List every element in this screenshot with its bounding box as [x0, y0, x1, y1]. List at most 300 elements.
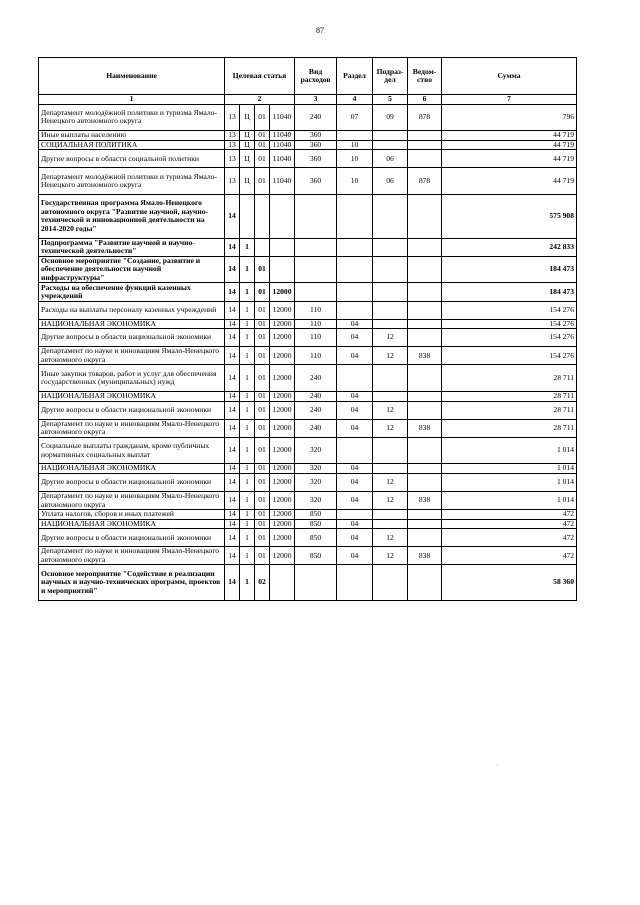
row-section: 10 — [337, 140, 373, 150]
row-target-measure: 01 — [255, 437, 270, 464]
row-subsection — [373, 392, 408, 402]
row-name: Департамент по науке и инновациям Ямало-Ненецкого автономного округа — [39, 547, 225, 565]
row-name: Департамент по науке и инновациям Ямало-Ненецкого автономного округа — [39, 419, 225, 437]
row-expense-type — [295, 565, 337, 600]
row-subsection — [373, 238, 408, 256]
row-department — [408, 150, 442, 168]
row-sum: 242 833 — [442, 238, 577, 256]
row-expense-type — [295, 256, 337, 283]
row-target-measure: 01 — [255, 256, 270, 283]
row-target-subprogram: 1 — [240, 301, 255, 319]
row-name: Государственная программа Ямало-Ненецкого автономного округа "Развитие научной, научно-технической и инновационной деятельности на 2014-2020 годы" — [39, 194, 225, 238]
row-department — [408, 329, 442, 347]
table-body — [39, 104, 577, 600]
row-name: Департамент по науке и инновациям Ямало-Ненецкого автономного округа — [39, 347, 225, 365]
row-target-program: 13 — [225, 131, 240, 141]
row-name: Другие вопросы в области национальной экономики — [39, 401, 225, 419]
row-expense-type: 110 — [295, 319, 337, 329]
row-department: 838 — [408, 347, 442, 365]
row-name: Расходы на выплаты персоналу казенных учреждений — [39, 301, 225, 319]
row-target-measure: 01 — [255, 365, 270, 392]
row-target-subprogram: 1 — [240, 492, 255, 510]
row-name: Подпрограмма "Развитие научной и научно-технической деятельности" — [39, 238, 225, 256]
row-section: 04 — [337, 464, 373, 474]
row-section — [337, 365, 373, 392]
row-target-subprogram: Ц — [240, 131, 255, 141]
row-expense-type: 240 — [295, 392, 337, 402]
row-department — [408, 238, 442, 256]
header-subsection: Подраз-дел — [373, 58, 408, 95]
row-sum: 154 276 — [442, 301, 577, 319]
table-row — [39, 347, 577, 365]
row-department: 878 — [408, 168, 442, 195]
row-target-measure: 01 — [255, 140, 270, 150]
header-department: Ведом-ство — [408, 58, 442, 95]
row-target-direction: 12000 — [270, 419, 295, 437]
row-department — [408, 392, 442, 402]
table-row — [39, 519, 577, 529]
row-expense-type: 360 — [295, 150, 337, 168]
row-subsection: 06 — [373, 168, 408, 195]
row-target-program: 14 — [225, 565, 240, 600]
scan-mark: · — [496, 763, 498, 769]
row-target-subprogram: 1 — [240, 319, 255, 329]
row-sum: 1 014 — [442, 464, 577, 474]
row-target-subprogram: 1 — [240, 510, 255, 520]
row-section: 04 — [337, 529, 373, 547]
header-target: Целевая статья — [225, 58, 295, 95]
row-target-direction — [270, 238, 295, 256]
row-name: Другие вопросы в области национальной экономики — [39, 473, 225, 491]
row-target-measure — [255, 238, 270, 256]
row-target-subprogram: 1 — [240, 392, 255, 402]
row-target-program: 14 — [225, 419, 240, 437]
row-target-measure: 01 — [255, 529, 270, 547]
row-name: Другие вопросы в области социальной политики — [39, 150, 225, 168]
row-subsection — [373, 140, 408, 150]
row-subsection — [373, 365, 408, 392]
row-section: 10 — [337, 150, 373, 168]
row-name: Иные закупки товаров, работ и услуг для обеспечения государственных (муниципальных) нужд — [39, 365, 225, 392]
row-target-program: 14 — [225, 492, 240, 510]
table-row — [39, 547, 577, 565]
row-expense-type: 320 — [295, 473, 337, 491]
row-target-measure: 01 — [255, 283, 270, 301]
row-target-direction: 11040 — [270, 104, 295, 131]
row-target-direction: 12000 — [270, 464, 295, 474]
row-expense-type: 850 — [295, 529, 337, 547]
row-section — [337, 301, 373, 319]
row-name: Другие вопросы в области национальной экономики — [39, 529, 225, 547]
row-name: НАЦИОНАЛЬНАЯ ЭКОНОМИКА — [39, 464, 225, 474]
row-section: 04 — [337, 319, 373, 329]
row-target-program: 13 — [225, 140, 240, 150]
table-row — [39, 104, 577, 131]
row-sum: 44 719 — [442, 150, 577, 168]
row-target-direction: 12000 — [270, 437, 295, 464]
table-row — [39, 301, 577, 319]
row-target-direction: 12000 — [270, 329, 295, 347]
row-expense-type: 320 — [295, 464, 337, 474]
row-department: 878 — [408, 104, 442, 131]
table-row — [39, 401, 577, 419]
row-target-measure: 01 — [255, 104, 270, 131]
row-target-direction: 12000 — [270, 529, 295, 547]
row-target-direction: 12000 — [270, 319, 295, 329]
row-target-direction: 12000 — [270, 547, 295, 565]
row-subsection: 12 — [373, 492, 408, 510]
row-section — [337, 437, 373, 464]
row-subsection: 12 — [373, 401, 408, 419]
row-expense-type: 240 — [295, 401, 337, 419]
row-target-measure: 01 — [255, 510, 270, 520]
row-section: 04 — [337, 492, 373, 510]
row-sum: 28 711 — [442, 365, 577, 392]
row-target-program: 14 — [225, 283, 240, 301]
table-row — [39, 419, 577, 437]
row-section: 04 — [337, 347, 373, 365]
row-target-direction: 12000 — [270, 392, 295, 402]
row-target-program: 14 — [225, 319, 240, 329]
row-target-program: 14 — [225, 194, 240, 238]
row-target-subprogram: 1 — [240, 565, 255, 600]
row-department — [408, 510, 442, 520]
header-expense-type: Вид расходов — [295, 58, 337, 95]
row-target-subprogram: 1 — [240, 238, 255, 256]
row-target-direction: 12000 — [270, 492, 295, 510]
row-section — [337, 131, 373, 141]
table-row — [39, 150, 577, 168]
row-expense-type: 850 — [295, 519, 337, 529]
row-target-program: 14 — [225, 547, 240, 565]
row-expense-type: 240 — [295, 419, 337, 437]
table-row — [39, 365, 577, 392]
row-name: Основное мероприятие "Создание, развитие и обеспечение деятельности научной инфраструктуры" — [39, 256, 225, 283]
row-sum: 184 473 — [442, 256, 577, 283]
column-number-row — [39, 95, 577, 105]
row-department — [408, 473, 442, 491]
row-subsection — [373, 194, 408, 238]
row-target-measure: 01 — [255, 168, 270, 195]
row-name: Департамент по науке и инновациям Ямало-Ненецкого автономного округа — [39, 492, 225, 510]
row-target-program: 14 — [225, 256, 240, 283]
row-target-subprogram: 1 — [240, 347, 255, 365]
row-target-subprogram: Ц — [240, 140, 255, 150]
row-target-measure: 01 — [255, 301, 270, 319]
row-department — [408, 519, 442, 529]
row-sum: 1 014 — [442, 492, 577, 510]
row-target-direction: 12000 — [270, 347, 295, 365]
row-sum: 472 — [442, 519, 577, 529]
table-row — [39, 464, 577, 474]
row-target-measure: 02 — [255, 565, 270, 600]
row-sum: 1 014 — [442, 437, 577, 464]
header-sum: Сумма — [442, 58, 577, 95]
row-expense-type: 110 — [295, 301, 337, 319]
row-target-subprogram: Ц — [240, 168, 255, 195]
row-section: 07 — [337, 104, 373, 131]
header-section: Раздел — [337, 58, 373, 95]
row-subsection — [373, 319, 408, 329]
row-department — [408, 365, 442, 392]
row-department — [408, 256, 442, 283]
table-row — [39, 168, 577, 195]
row-sum: 796 — [442, 104, 577, 131]
row-target-subprogram: 1 — [240, 437, 255, 464]
row-sum: 44 719 — [442, 168, 577, 195]
row-target-subprogram: 1 — [240, 256, 255, 283]
row-name: Иные выплаты населению — [39, 131, 225, 141]
row-section: 04 — [337, 392, 373, 402]
row-sum: 472 — [442, 529, 577, 547]
row-target-direction: 12000 — [270, 519, 295, 529]
budget-table — [38, 57, 577, 601]
row-sum: 154 276 — [442, 319, 577, 329]
row-subsection — [373, 283, 408, 301]
row-subsection: 12 — [373, 419, 408, 437]
row-department — [408, 131, 442, 141]
row-subsection — [373, 301, 408, 319]
row-sum: 154 276 — [442, 347, 577, 365]
row-department — [408, 283, 442, 301]
row-subsection: 12 — [373, 473, 408, 491]
row-name: НАЦИОНАЛЬНАЯ ЭКОНОМИКА — [39, 392, 225, 402]
row-section: 04 — [337, 473, 373, 491]
row-target-subprogram: 1 — [240, 329, 255, 347]
row-target-direction: 12000 — [270, 365, 295, 392]
row-target-measure: 01 — [255, 319, 270, 329]
row-target-program: 13 — [225, 168, 240, 195]
row-target-program: 14 — [225, 473, 240, 491]
row-name: Департамент молодёжной политики и туризма Ямало-Ненецкого автономного округа — [39, 104, 225, 131]
row-expense-type — [295, 238, 337, 256]
row-sum: 184 473 — [442, 283, 577, 301]
row-section — [337, 565, 373, 600]
column-number: 6 — [408, 95, 442, 105]
row-target-program: 14 — [225, 401, 240, 419]
row-expense-type: 360 — [295, 168, 337, 195]
row-section: 04 — [337, 419, 373, 437]
row-target-measure: 01 — [255, 401, 270, 419]
row-target-subprogram: 1 — [240, 519, 255, 529]
row-target-subprogram: 1 — [240, 419, 255, 437]
table-row — [39, 565, 577, 600]
column-number: 2 — [225, 95, 295, 105]
row-target-direction: 11040 — [270, 150, 295, 168]
row-subsection — [373, 519, 408, 529]
row-target-program: 14 — [225, 329, 240, 347]
table-row — [39, 473, 577, 491]
row-target-subprogram — [240, 194, 255, 238]
row-target-direction: 11040 — [270, 131, 295, 141]
row-target-subprogram: 1 — [240, 365, 255, 392]
column-number: 3 — [295, 95, 337, 105]
row-target-direction — [270, 194, 295, 238]
column-number: 1 — [39, 95, 225, 105]
table-row — [39, 140, 577, 150]
row-target-subprogram: 1 — [240, 401, 255, 419]
row-target-measure: 01 — [255, 473, 270, 491]
row-department: 838 — [408, 547, 442, 565]
row-sum: 44 719 — [442, 140, 577, 150]
row-target-subprogram: 1 — [240, 529, 255, 547]
row-target-program: 14 — [225, 519, 240, 529]
row-target-subprogram: 1 — [240, 473, 255, 491]
table-row — [39, 283, 577, 301]
row-target-program: 14 — [225, 510, 240, 520]
row-sum: 44 719 — [442, 131, 577, 141]
row-department — [408, 401, 442, 419]
table-row — [39, 256, 577, 283]
row-subsection: 12 — [373, 347, 408, 365]
row-department: 838 — [408, 492, 442, 510]
row-target-subprogram: 1 — [240, 283, 255, 301]
row-section: 04 — [337, 547, 373, 565]
row-target-direction: 11040 — [270, 140, 295, 150]
row-target-program: 13 — [225, 150, 240, 168]
row-target-program: 14 — [225, 301, 240, 319]
row-target-direction — [270, 256, 295, 283]
row-sum: 58 360 — [442, 565, 577, 600]
row-department — [408, 565, 442, 600]
row-name: СОЦИАЛЬНАЯ ПОЛИТИКА — [39, 140, 225, 150]
row-name: Социальные выплаты гражданам, кроме публичных нормативных социальных выплат — [39, 437, 225, 464]
header-row — [39, 58, 577, 95]
row-subsection — [373, 437, 408, 464]
row-expense-type: 360 — [295, 131, 337, 141]
row-expense-type: 360 — [295, 140, 337, 150]
table-row — [39, 238, 577, 256]
row-target-measure: 01 — [255, 547, 270, 565]
row-section — [337, 283, 373, 301]
row-subsection — [373, 565, 408, 600]
row-sum: 28 711 — [442, 392, 577, 402]
row-sum: 472 — [442, 510, 577, 520]
row-target-subprogram: Ц — [240, 104, 255, 131]
row-expense-type: 110 — [295, 329, 337, 347]
row-target-measure: 01 — [255, 329, 270, 347]
row-target-measure: 01 — [255, 150, 270, 168]
row-section — [337, 194, 373, 238]
row-target-program: 14 — [225, 464, 240, 474]
row-target-direction: 11040 — [270, 168, 295, 195]
row-sum: 154 276 — [442, 329, 577, 347]
row-target-program: 14 — [225, 437, 240, 464]
row-target-program: 14 — [225, 529, 240, 547]
table-row — [39, 392, 577, 402]
row-subsection — [373, 510, 408, 520]
table-row — [39, 131, 577, 141]
row-sum: 1 014 — [442, 473, 577, 491]
row-target-measure: 01 — [255, 392, 270, 402]
row-target-program: 14 — [225, 365, 240, 392]
row-target-direction: 12000 — [270, 283, 295, 301]
table-row — [39, 319, 577, 329]
row-expense-type: 850 — [295, 510, 337, 520]
row-expense-type — [295, 283, 337, 301]
row-target-measure: 01 — [255, 519, 270, 529]
row-department — [408, 140, 442, 150]
row-expense-type — [295, 194, 337, 238]
row-expense-type: 240 — [295, 104, 337, 131]
row-section: 04 — [337, 329, 373, 347]
row-target-program: 14 — [225, 238, 240, 256]
row-section: 04 — [337, 401, 373, 419]
row-target-subprogram: Ц — [240, 150, 255, 168]
row-target-measure: 01 — [255, 419, 270, 437]
row-subsection: 06 — [373, 150, 408, 168]
row-expense-type: 110 — [295, 347, 337, 365]
row-name: НАЦИОНАЛЬНАЯ ЭКОНОМИКА — [39, 519, 225, 529]
row-section — [337, 510, 373, 520]
row-subsection: 12 — [373, 547, 408, 565]
row-name: Департамент молодёжной политики и туризма Ямало-Ненецкого автономного округа — [39, 168, 225, 195]
row-target-measure: 01 — [255, 492, 270, 510]
row-expense-type: 240 — [295, 365, 337, 392]
row-subsection: 12 — [373, 329, 408, 347]
row-target-measure — [255, 194, 270, 238]
row-expense-type: 850 — [295, 547, 337, 565]
row-sum: 575 908 — [442, 194, 577, 238]
row-section — [337, 238, 373, 256]
row-subsection — [373, 256, 408, 283]
column-number: 5 — [373, 95, 408, 105]
row-target-subprogram: 1 — [240, 547, 255, 565]
row-subsection — [373, 464, 408, 474]
row-name: Расходы на обеспечение функций казенных учреждений — [39, 283, 225, 301]
row-department — [408, 437, 442, 464]
row-sum: 28 711 — [442, 401, 577, 419]
row-name: Другие вопросы в области национальной экономики — [39, 329, 225, 347]
header-name: Наименование — [39, 58, 225, 95]
row-section — [337, 256, 373, 283]
row-name: Уплата налогов, сборов и иных платежей — [39, 510, 225, 520]
column-number: 7 — [442, 95, 577, 105]
row-name: Основное мероприятие "Содействие в реализации научных и научно-технических программ, проектов и мероприятий" — [39, 565, 225, 600]
row-target-program: 14 — [225, 347, 240, 365]
table-row — [39, 529, 577, 547]
row-department — [408, 529, 442, 547]
row-target-direction — [270, 565, 295, 600]
row-expense-type: 320 — [295, 437, 337, 464]
row-target-direction: 12000 — [270, 401, 295, 419]
row-department — [408, 464, 442, 474]
table-row — [39, 329, 577, 347]
row-name: НАЦИОНАЛЬНАЯ ЭКОНОМИКА — [39, 319, 225, 329]
row-target-measure: 01 — [255, 464, 270, 474]
row-target-direction: 12000 — [270, 473, 295, 491]
row-department — [408, 301, 442, 319]
row-sum: 472 — [442, 547, 577, 565]
table-row — [39, 492, 577, 510]
table-row — [39, 194, 577, 238]
row-subsection: 09 — [373, 104, 408, 131]
row-target-direction: 12000 — [270, 510, 295, 520]
row-sum: 28 711 — [442, 419, 577, 437]
row-section: 04 — [337, 519, 373, 529]
row-target-subprogram: 1 — [240, 464, 255, 474]
row-target-measure: 01 — [255, 131, 270, 141]
row-subsection: 12 — [373, 529, 408, 547]
row-department — [408, 319, 442, 329]
row-target-program: 14 — [225, 392, 240, 402]
row-target-program: 13 — [225, 104, 240, 131]
row-department: 838 — [408, 419, 442, 437]
page-number: 87 — [316, 26, 324, 35]
row-expense-type: 320 — [295, 492, 337, 510]
row-target-measure: 01 — [255, 347, 270, 365]
table-row — [39, 510, 577, 520]
